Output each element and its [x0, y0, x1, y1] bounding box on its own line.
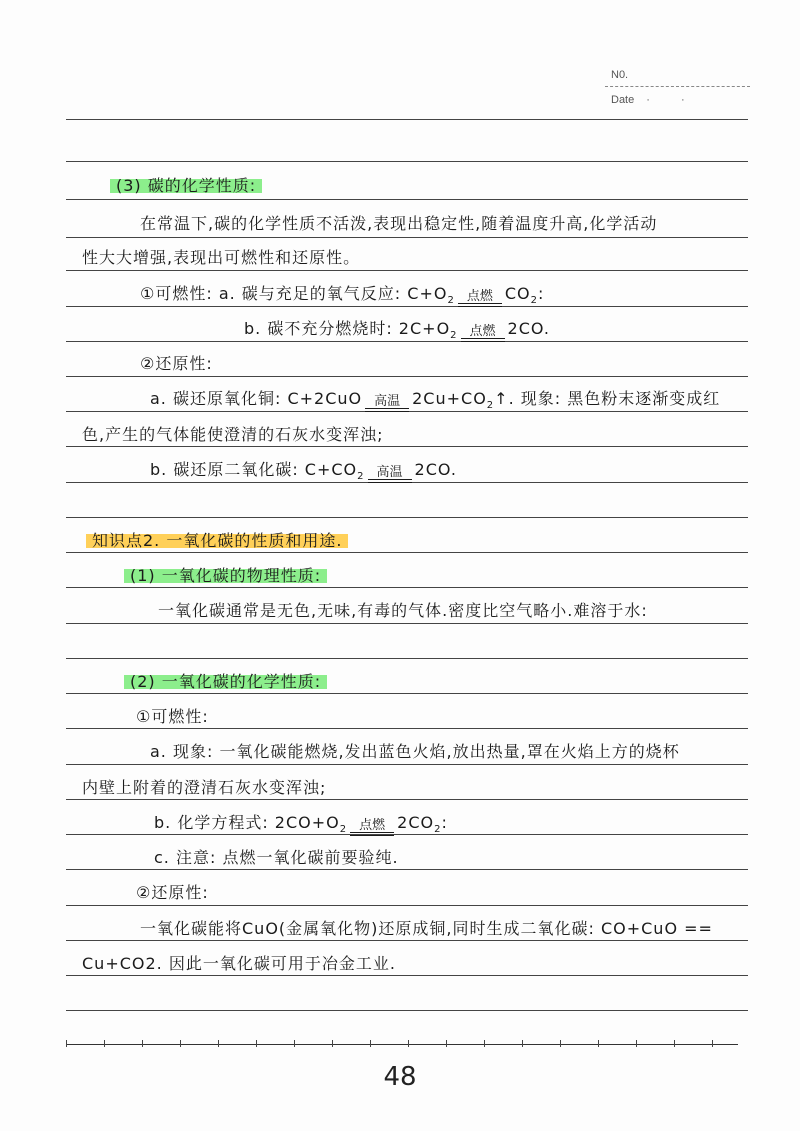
rule-line	[66, 658, 748, 659]
rule-line	[66, 587, 748, 588]
tick-mark	[66, 1040, 67, 1047]
reaction-condition: 点燃	[350, 819, 394, 840]
rule-line	[66, 237, 748, 238]
tick-mark	[142, 1040, 143, 1047]
chemical-properties-title: (2) 一氧化碳的化学性质:	[124, 672, 327, 692]
tick-mark	[446, 1040, 447, 1047]
tick-mark	[370, 1040, 371, 1047]
rule-line	[66, 1010, 748, 1011]
reduction-a-line2: 色,产生的气体能使澄清的石灰水变浑浊;	[82, 425, 384, 444]
page-number: 48	[383, 1062, 417, 1092]
tick-mark	[712, 1040, 713, 1047]
rule-line	[66, 161, 748, 162]
rule-line	[66, 376, 748, 377]
rule-line	[66, 270, 748, 271]
knowledge-point-2-title: 知识点2. 一氧化碳的性质和用途.	[86, 531, 348, 551]
section-3-title: (3) 碳的化学性质:	[110, 176, 262, 196]
date-dots: · ·	[646, 94, 699, 106]
rule-line	[66, 693, 748, 694]
tick-mark	[636, 1040, 637, 1047]
rule-line	[66, 975, 748, 976]
tick-mark	[180, 1040, 181, 1047]
rule-line	[66, 940, 748, 941]
combustion-a-line: ①可燃性: a. 碳与充足的氧气反应: $C+O_2$ 点燃 $CO_2$:	[140, 284, 544, 311]
rule-line	[66, 517, 748, 518]
tick-mark	[104, 1040, 105, 1047]
physical-properties-text: 一氧化碳通常是无色,无味,有毒的气体.密度比空气略小.难溶于水:	[158, 601, 648, 620]
page-header	[605, 64, 750, 109]
reaction-condition: 点燃	[458, 290, 502, 311]
combustion-b-line: b. 碳不充分燃烧时: $2C+O_2$ 点燃 2CO.	[244, 319, 550, 346]
note-line: c. 注意: 点燃一氧化碳前要验纯.	[154, 848, 399, 867]
rule-line	[66, 199, 748, 200]
rule-line	[66, 119, 748, 120]
combustibility-title: ①可燃性:	[136, 707, 209, 726]
phenomenon-line2: 内壁上附着的澄清石灰水变浑浊;	[82, 778, 327, 797]
reducibility-line1: 一氧化碳能将CuO(金属氧化物)还原成铜,同时生成二氧化碳: CO+CuO ==	[140, 919, 713, 938]
number-label: N0.	[605, 64, 750, 87]
date-label: Date · ·	[611, 94, 699, 106]
tick-mark	[560, 1040, 561, 1047]
tick-mark	[408, 1040, 409, 1047]
reducibility-line2: Cu+CO2. 因此一氧化碳可用于冶金工业.	[82, 954, 396, 973]
tick-mark	[332, 1040, 333, 1047]
reducibility-title: ②还原性:	[136, 883, 209, 902]
rule-line	[66, 623, 748, 624]
phenomenon-line1: a. 现象: 一氧化碳能燃烧,发出蓝色火焰,放出热量,罩在火焰上方的烧杯	[150, 742, 680, 761]
tick-mark	[218, 1040, 219, 1047]
rule-line	[66, 552, 748, 553]
tick-mark	[484, 1040, 485, 1047]
rule-line	[66, 905, 748, 906]
equation-line: b. 化学方程式: $2CO+O_2$ 点燃 $2CO_2$:	[154, 813, 448, 840]
bottom-rule	[66, 1044, 738, 1045]
section-3-intro-line1: 在常温下,碳的化学性质不活泼,表现出稳定性,随着温度升高,化学活动	[140, 214, 658, 233]
reaction-condition: 点燃	[461, 325, 505, 346]
tick-mark	[294, 1040, 295, 1047]
tick-mark	[522, 1040, 523, 1047]
rule-line	[66, 799, 748, 800]
tick-mark	[674, 1040, 675, 1047]
rule-line	[66, 728, 748, 729]
reduction-a-line: a. 碳还原氧化铜: C+2CuO 高温 $2Cu+CO_2↑$. 现象: 黑色粉末逐渐变成红	[150, 389, 720, 416]
rule-line	[66, 446, 748, 447]
reduction-title: ②还原性:	[140, 354, 213, 373]
reaction-condition: 高温	[365, 395, 409, 416]
physical-properties-title: (1) 一氧化碳的物理性质:	[124, 566, 327, 586]
rule-line	[66, 764, 748, 765]
section-3-intro-line2: 性大大增强,表现出可燃性和还原性。	[82, 248, 361, 267]
reaction-condition: 高温	[368, 466, 412, 487]
tick-mark	[598, 1040, 599, 1047]
rule-line	[66, 869, 748, 870]
tick-mark	[256, 1040, 257, 1047]
reduction-b-line: b. 碳还原二氧化碳: $C+CO_2$ 高温 2CO.	[150, 460, 457, 487]
